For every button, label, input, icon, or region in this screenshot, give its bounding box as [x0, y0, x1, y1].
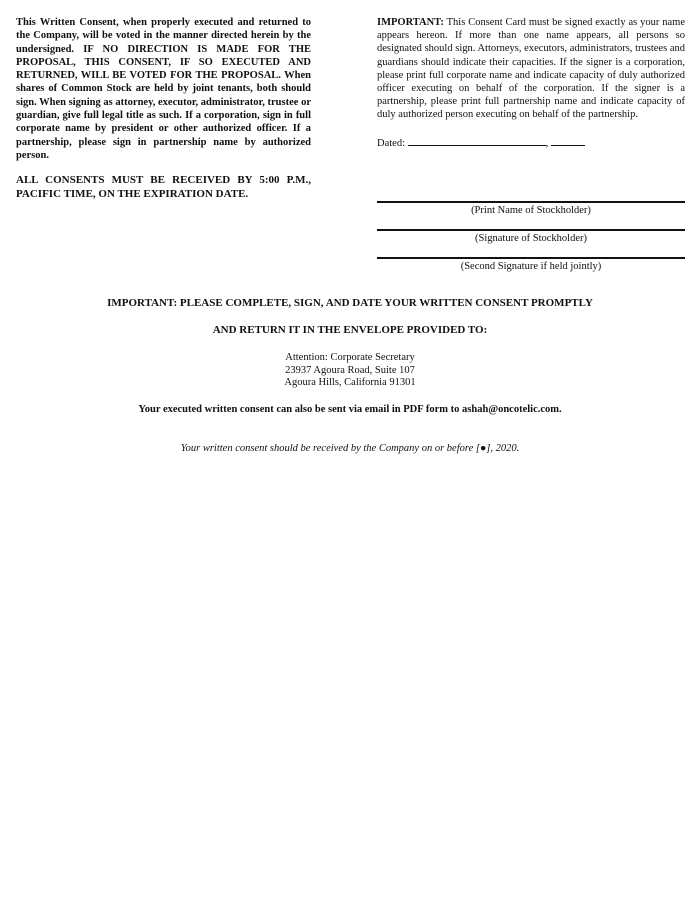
- dated-row: [377, 135, 685, 150]
- year-field[interactable]: [551, 135, 585, 146]
- dated-separator: ,: [545, 137, 549, 149]
- receipt-deadline-note: Your written consent should be received by the Company on or before [●], 2020.: [180, 443, 520, 454]
- left-instructions-column: [16, 16, 311, 201]
- email-instructions: Your executed written consent can also be sent via email in PDF form to ashah@oncotelic.com.: [138, 404, 562, 415]
- signature-label: (Signature of Stockholder): [475, 233, 587, 244]
- date-field[interactable]: [408, 135, 546, 146]
- signature-line[interactable]: [377, 229, 685, 231]
- important-text: This Consent Card must be signed exactly as your name appears hereon. If more than one name appears, all persons so designated should sign. Attorneys, executors, administrators, trustees and guardians should indicate their capacities. If the signer is a corporation, please print full corporate name and indicate capacity of duly authorized officer executing on behalf of the corporation. If the signer is a partnership, please print full partnership name and indicate capacity of duly authorized person executing on behalf of the partnership.: [377, 17, 685, 121]
- second-signature-label: (Second Signature if held jointly): [460, 261, 602, 272]
- second-signature-block: [377, 257, 685, 273]
- return-heading-line2: AND RETURN IT IN THE ENVELOPE PROVIDED TO:: [212, 324, 488, 336]
- mailing-address: [0, 352, 700, 390]
- print-name-block: [377, 201, 685, 217]
- important-label: IMPORTANT:: [377, 17, 444, 28]
- second-signature-line[interactable]: [377, 257, 685, 259]
- consent-deadline-text: ALL CONSENTS MUST BE RECEIVED BY 5:00 P.M., PACIFIC TIME, ON THE EXPIRATION DATE.: [16, 174, 311, 201]
- print-name-line[interactable]: [377, 201, 685, 203]
- address-line-city: Agoura Hills, California 91301: [284, 377, 416, 388]
- dated-label: Dated:: [377, 137, 405, 149]
- right-important-column: [377, 16, 685, 150]
- consent-instructions-text: This Written Consent, when properly executed and returned to the Company, will be voted in the manner directed herein by the undersigned. IF NO DIRECTION IS MADE FOR THE PROPOSAL, THIS CONSENT, IF SO EXECUTED AND RETURNED, WILL BE VOTED FOR THE PROPOSAL. When shares of Common Stock are held by joint tenants, both should sign. When signing as attorney, executor, administrator, trustee or guardian, give full legal title as such. If a corporation, sign in full corporate name by president or other authorized officer. If a partnership, please sign in partnership name by authorized person.: [16, 17, 311, 161]
- address-line-street: 23937 Agoura Road, Suite 107: [285, 364, 415, 376]
- address-line-attention: Attention: Corporate Secretary: [285, 352, 415, 363]
- return-heading-line1: IMPORTANT: PLEASE COMPLETE, SIGN, AND DATE YOUR WRITTEN CONSENT PROMPTLY: [107, 297, 593, 309]
- important-notice: [377, 16, 685, 122]
- print-name-label: (Print Name of Stockholder): [471, 205, 591, 216]
- signature-block: [377, 229, 685, 245]
